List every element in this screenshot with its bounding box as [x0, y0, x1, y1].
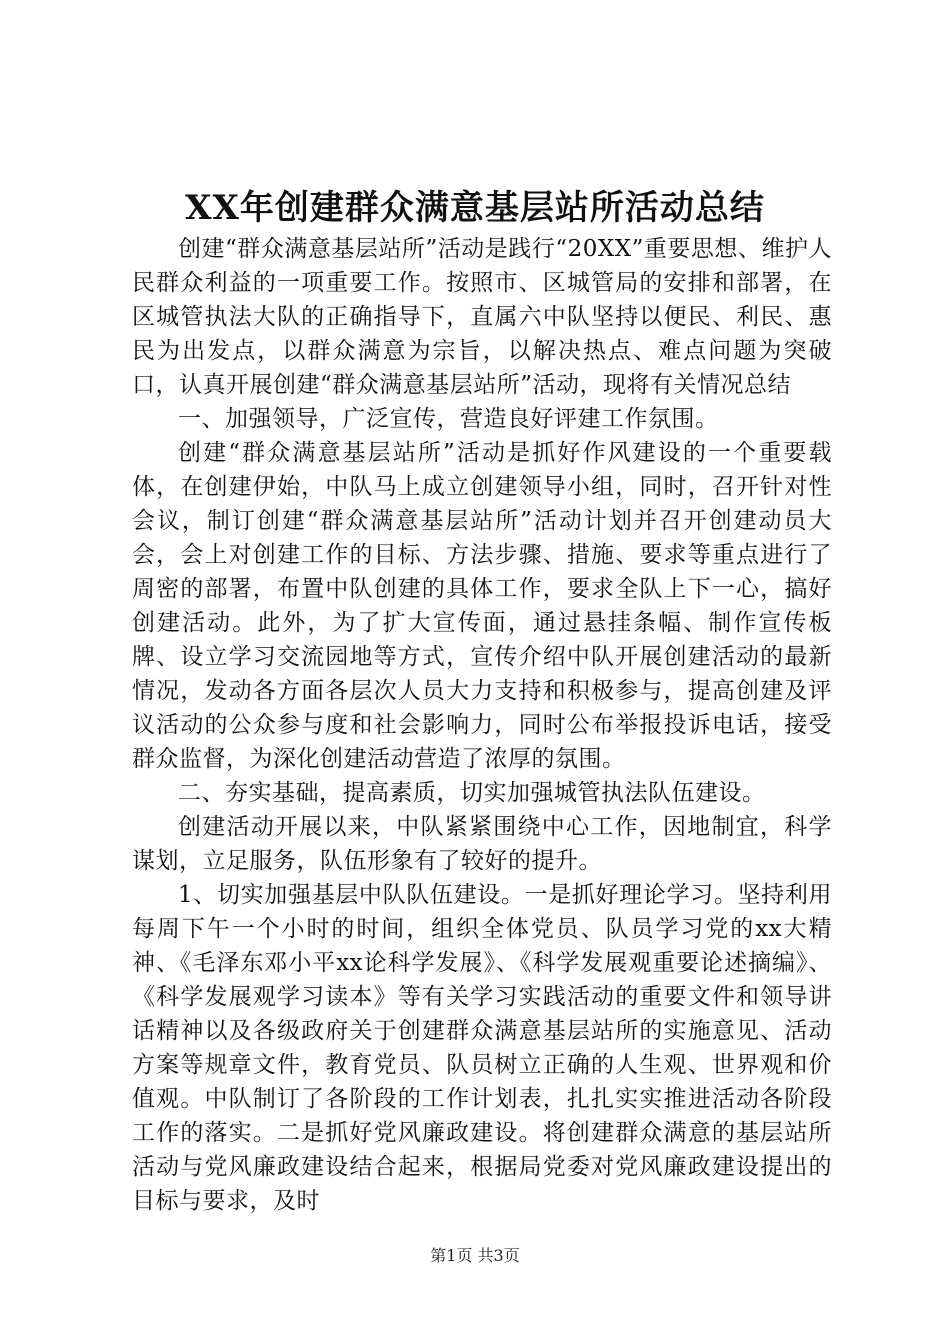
paragraph-section-2-item-1: 1、切实加强基层中队队伍建设。一是抓好理论学习。坚持利用每周下午一个小时的时间，组织全体党员、队员学习党的xx大精神、《毛泽东邓小平xx论科学发展》、《科学发展观重要论述摘编》、《科学发展观学习读本》等有关学习实践活动的重要文件和领导讲话精神以及各级政府关于创建群众满意基层站所的实施意见、活动方案等规章文件，教育党员、队员树立正确的人生观、世界观和价值观。中队制订了各阶段的工作计划表，扎扎实实推进活动各阶段工作的落实。二是抓好党风廉政建设。将创建群众满意的基层站所活动与党风廉政建设结合起来，根据局党委对党风廉政建设提出的目标与要求，及时 — [132, 882, 832, 1214]
page-number-footer: 第1页 共3页 — [430, 1246, 520, 1265]
paragraph-section-2-intro: 创建活动开展以来，中队紧紧围绕中心工作，因地制宜，科学谋划，立足服务，队伍形象有了较好的提升。 — [132, 814, 832, 874]
section-heading-1: 一、加强领导，广泛宣传，营造良好评建工作氛围。 — [178, 406, 719, 432]
paragraph-section-1: 创建“群众满意基层站所”活动是抓好作风建设的一个重要载体，在创建伊始，中队马上成立创建领导小组，同时，召开针对性会议，制订创建“群众满意基层站所”活动计划并召开创建动员大会，会上对创建工作的目标、方法步骤、措施、要求等重点进行了周密的部署，布置中队创建的具体工作，要求全队上下一心，搞好创建活动。此外，为了扩大宣传面，通过悬挂条幅、制作宣传板牌、设立学习交流园地等方式，宣传介绍中队开展创建活动的最新情况，发动各方面各层次人员大力支持和积极参与，提高创建及评议活动的公众参与度和社会影响力，同时公布举报投诉电话，接受群众监督，为深化创建活动营造了浓厚的氛围。 — [132, 440, 832, 772]
document-body — [132, 232, 832, 1218]
section-heading-2: 二、夯实基础，提高素质，切实加强城管执法队伍建设。 — [178, 780, 766, 806]
paragraph-intro: 创建“群众满意基层站所”活动是践行“20XX”重要思想、维护人民群众利益的一项重要工作。按照市、区城管局的安排和部署，在区城管执法大队的正确指导下，直属六中队坚持以便民、利民、惠民为出发点，以群众满意为宗旨，以解决热点、难点问题为突破口，认真开展创建“群众满意基层站所”活动，现将有关情况总结 — [132, 236, 832, 398]
document-title: XX年创建群众满意基层站所活动总结 — [185, 188, 765, 228]
